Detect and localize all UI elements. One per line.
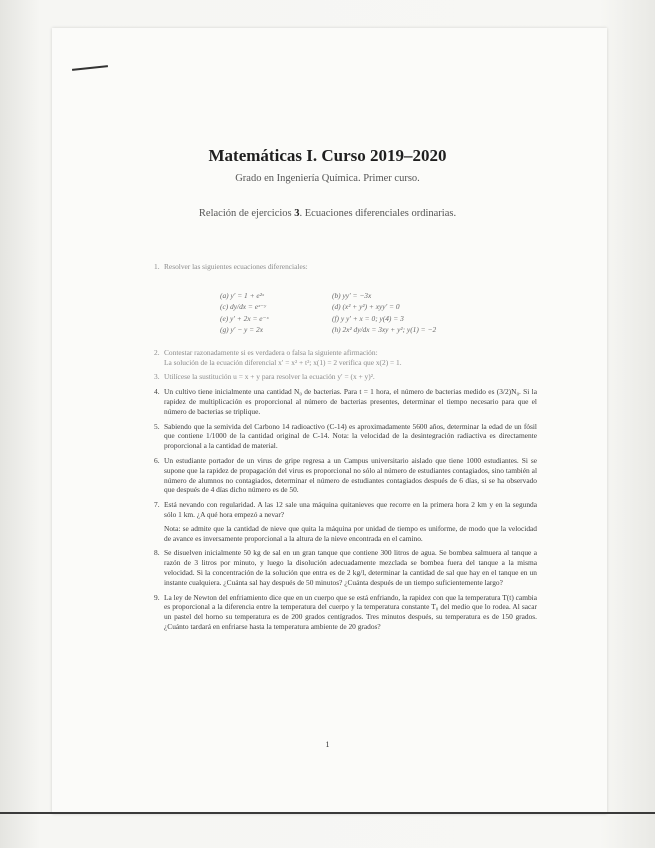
exercise-number: 8. (154, 548, 160, 558)
exercise-number: 5. (154, 421, 160, 431)
exercise-text: Se disuelven inicialmente 50 kg de sal en un gran tanque que contiene 300 litros de agua. Se bombea salmuera al tanque a razón de 3 litros por minuto, y luego la disolución adecuadamente mezclada se bombea fuera del tanque a la misma velocidad. Si la concentración de la solución que entra es de 2 kg/l, determinar la cantidad de sal que hay en el tanque en un instante cualquiera. ¿Cuánta sal hay después de 50 minutos? ¿Cuánta después de un tiempo suficientemente largo? (164, 548, 537, 587)
exercise-number: 7. (154, 500, 160, 510)
relation-heading (0, 208, 655, 219)
exercise-list (154, 262, 537, 637)
exercise-text: Un estudiante portador de un virus de gripe regresa a un Campus universitario aislado que tiene 1000 estudiantes. Si se supone que la rapidez de propagación del virus es proporcional no sólo al número de estudiantes contagiados, sino también al número de alumnos no contagiados, determinar el número de estudiantes contagiados después de 6 días, si se ha observado que después de 4 días dicho número es de 50. (164, 455, 537, 495)
exercise-text: Utilícese la sustitución u = x + y para resolver la ecuación y′ = (x + y)². (164, 372, 375, 382)
exercise-1 (154, 262, 537, 272)
exercise-number: 3. (154, 372, 160, 382)
exercise-text: Contestar razonadamente si es verdadera o falsa la siguiente afirmación: (164, 347, 378, 357)
exercise-number: 6. (154, 455, 160, 465)
equation-d: (d) (x² + y²) + xyy′ = 0 (332, 302, 400, 312)
exercise-3 (154, 372, 537, 382)
exercise-text: Resolver las siguientes ecuaciones diferenciales: (164, 262, 308, 271)
exercise-8 (154, 548, 537, 587)
document-title: Matemáticas I. Curso 2019–2020 (208, 146, 447, 165)
document-subtitle: Grado en Ingeniería Química. Primer curso. (235, 173, 420, 184)
equation-h: (h) 2x² dy/dx = 3xy + y²; y(1) = −2 (332, 325, 437, 335)
exercise-number: 4. (154, 387, 160, 397)
equation-e: (e) y′ + 2x = e⁻ˣ (220, 313, 269, 323)
equation-grid (220, 290, 537, 336)
page-number: 1 (325, 740, 330, 749)
exercise-5 (154, 422, 537, 451)
equation-c: (c) dy/dx = eˣ⁻ʸ (220, 302, 266, 312)
equation-a: (a) y′ = 1 + e²ˣ (220, 290, 265, 300)
exercise-text: Sabiendo que la semivida del Carbono 14 radioactivo (C-14) es aproximadamente 5600 años, determinar la edad de un fósil que contiene 1/1000 de la cantidad original de C-14. Nota: la velocidad de la desintegración radiactiva es directamente proporcional a la cantidad de material. (164, 421, 537, 451)
exercise-note: Nota: se admite que la cantidad de nieve que quita la máquina por unidad de tiempo es uniforme, de modo que la velocidad de avance es inversamente proporcional a la altura de la nieve encontrada en el camino. (164, 523, 537, 543)
exercise-text: Está nevando con regularidad. A las 12 sale una máquina quitanieves que recorre en la primera hora 2 km y en la segunda sólo 1 km. ¿A qué hora empezó a nevar? (164, 500, 537, 519)
exercise-statement: La solución de la ecuación diferencial x′ = x² + t²; x(1) = 2 verifica que x(2) = 1. (164, 357, 402, 367)
exercise-number: 9. (154, 592, 160, 602)
relation-prefix: Relación de ejercicios (198, 208, 295, 219)
exercise-9 (154, 593, 537, 632)
exercise-4 (154, 387, 537, 416)
exercise-number: 2. (154, 347, 160, 357)
exercise-text: Un cultivo tiene inicialmente una cantidad N₀ de bacterias. Para t = 1 hora, el número de bacterias medido es (3/2)N₀. Si la rapidez de multiplicación es proporcional al número de bacterias presentes, determinar el tiempo necesario para que el número de bacterias se triplique. (164, 387, 537, 416)
equation-g: (g) y′ − y = 2x (220, 325, 263, 335)
relation-suffix: . Ecuaciones diferenciales ordinarias. (299, 208, 457, 219)
relation-number: 3 (294, 208, 300, 219)
exercise-text: La ley de Newton del enfriamiento dice que en un cuerpo que se está enfriando, la rapidez con que la temperatura T(t) cambia es proporcional a la diferencia entre la temperatura del cuerpo y la temperatura constante T₀ del medio que lo rodea. Al sacar un pastel del horno su temperatura es de 200 grados centígrados. Tres minutos después, su temperatura es de 150 grados. ¿Cuánto tardará en enfriarse hasta la temperatura ambiente de 20 grados? (164, 592, 537, 631)
exercise-2 (154, 348, 537, 368)
exercise-7 (154, 500, 537, 543)
equation-f: (f) y y′ + x = 0; y(4) = 3 (332, 313, 404, 323)
equation-b: (b) yy′ = −3x (332, 290, 372, 300)
scan-bottom-edge (0, 812, 655, 814)
exercise-number: 1. (154, 262, 160, 271)
exercise-6 (154, 456, 537, 495)
